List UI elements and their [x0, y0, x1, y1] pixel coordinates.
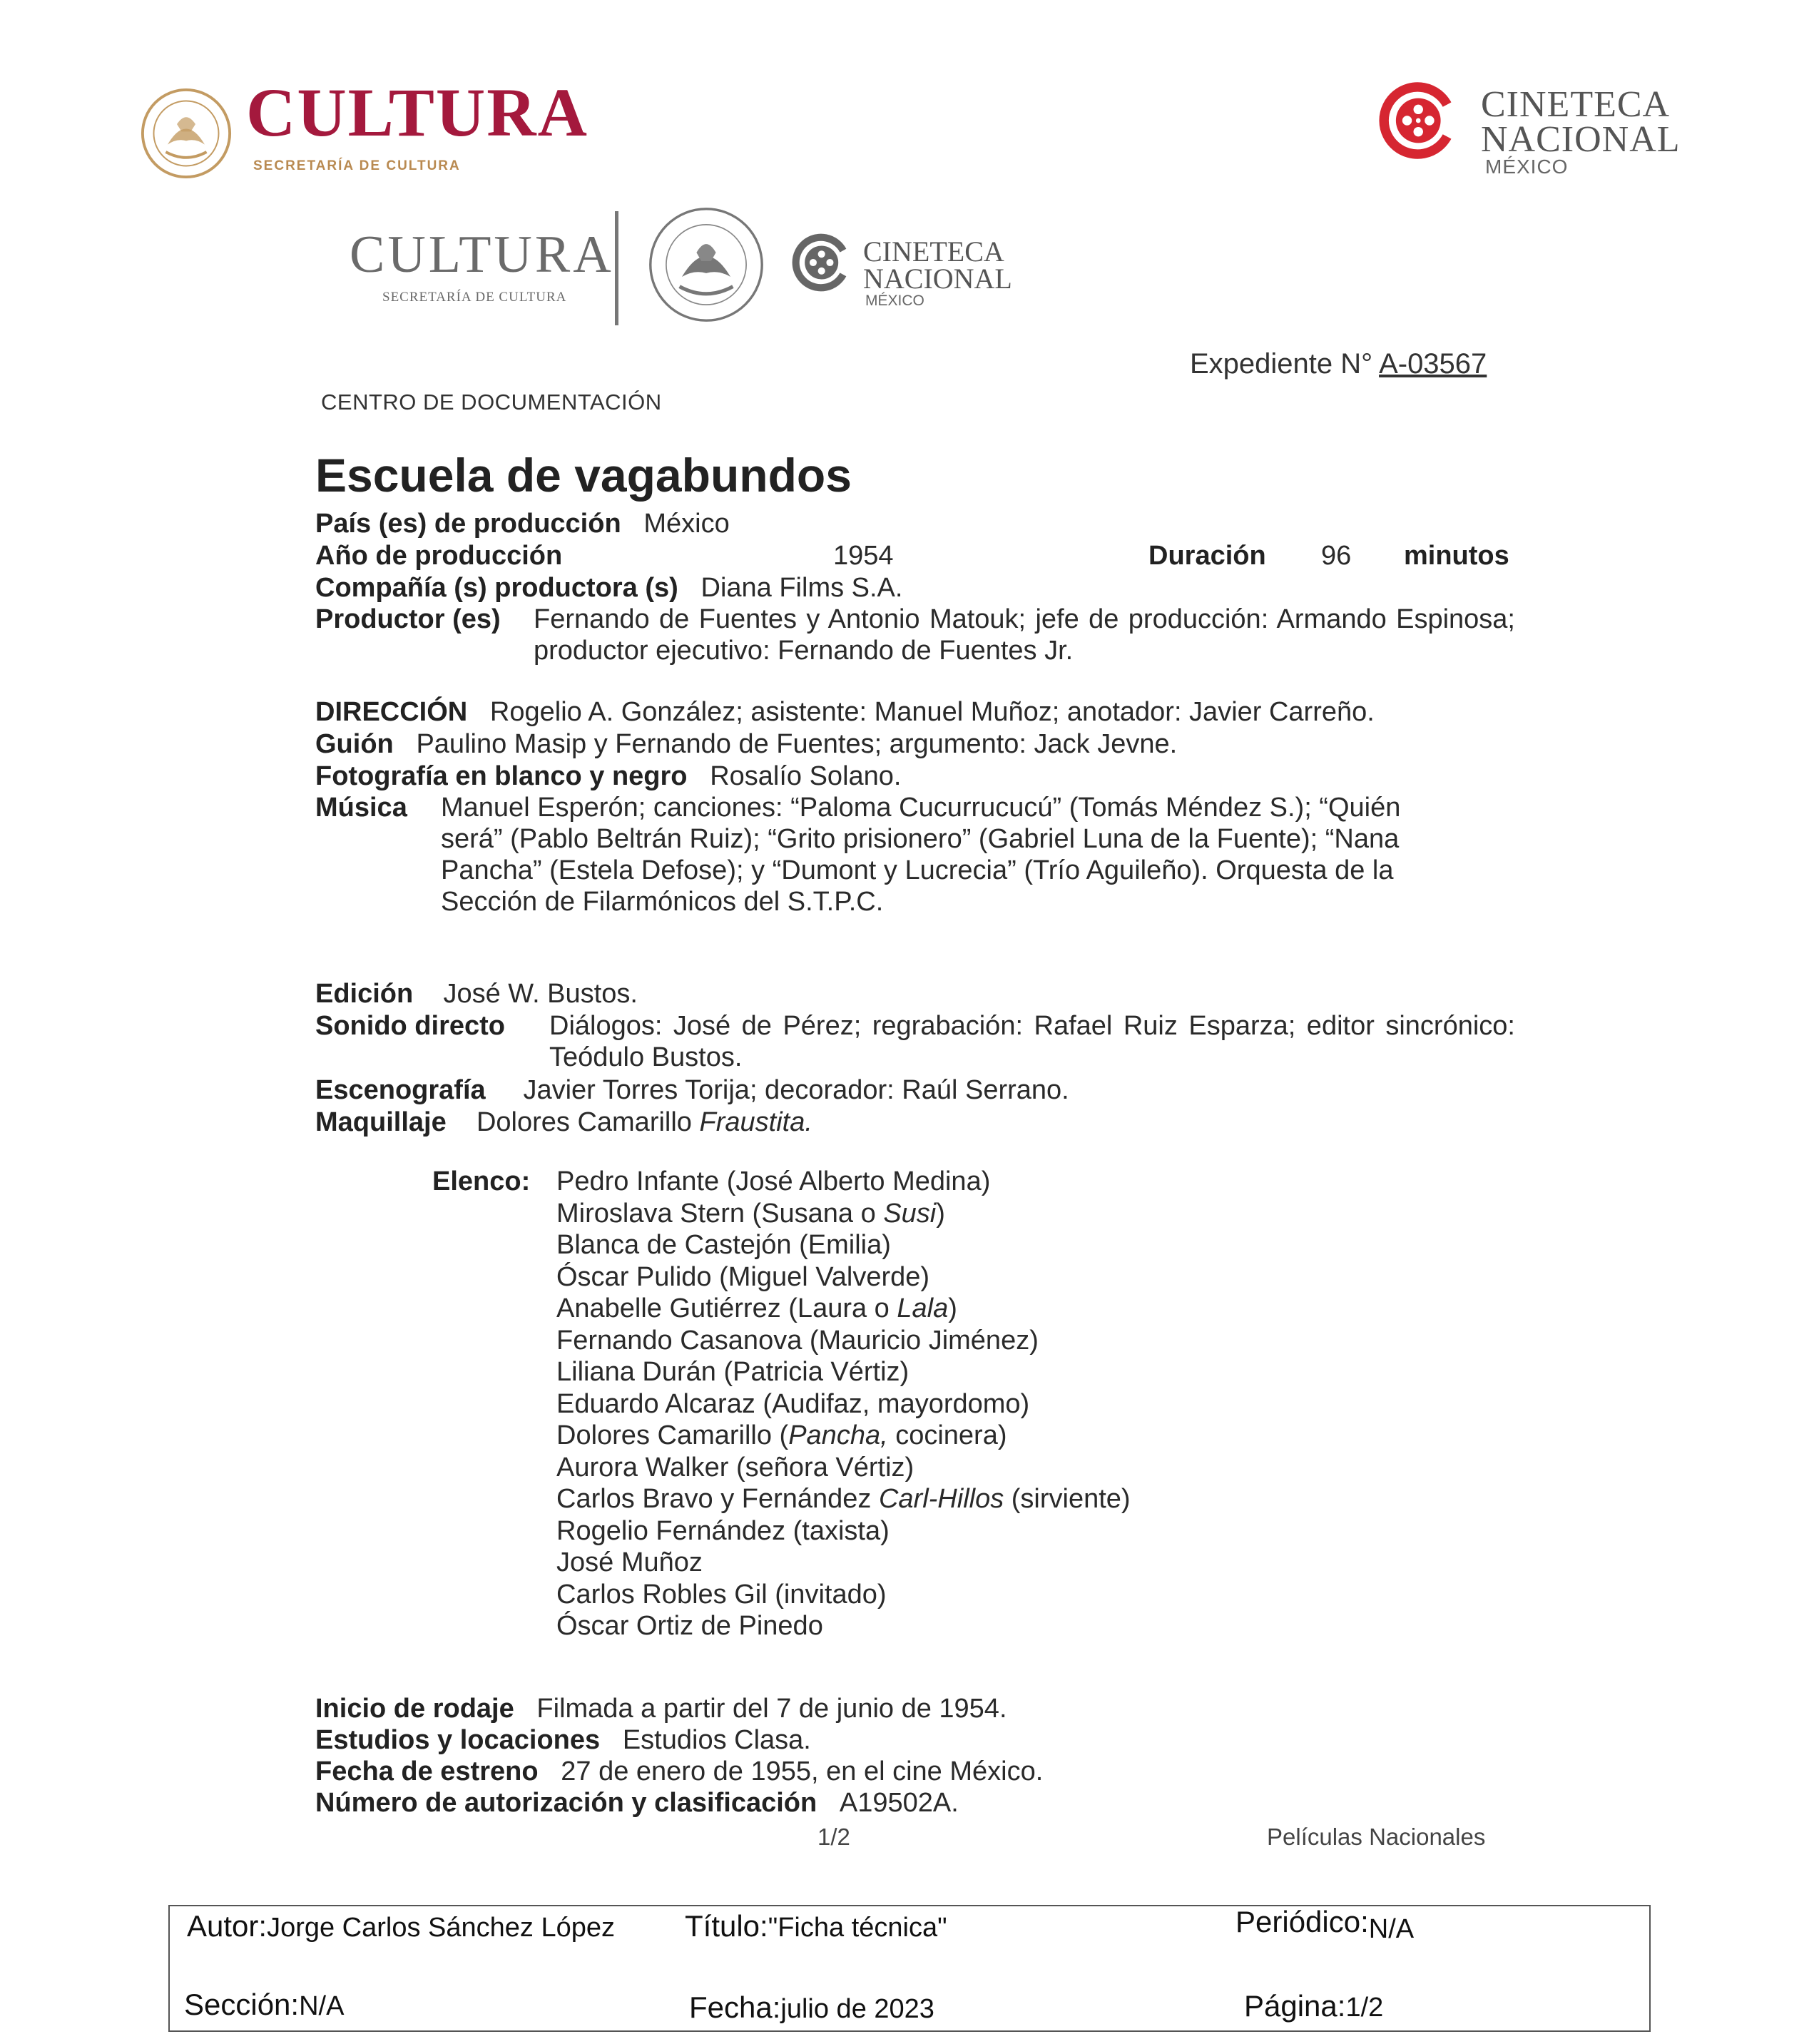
titulo-label: Título: — [685, 1909, 768, 1943]
autorizacion-row — [315, 1787, 959, 1819]
guion-row — [315, 728, 1177, 760]
duracion-value: 96 — [1321, 541, 1352, 571]
cast-item: Óscar Ortiz de Pinedo — [556, 1611, 823, 1641]
cast-item: Rogelio Fernández (taxista) — [556, 1515, 890, 1546]
anio-value: 1954 — [833, 541, 894, 571]
direccion-row — [315, 696, 1375, 728]
duracion-unit: minutos — [1404, 541, 1509, 571]
seccion-field — [184, 1988, 344, 2022]
maquillaje-value: Dolores Camarillo — [476, 1107, 700, 1137]
expediente-line — [1190, 348, 1487, 380]
compania-label: Compañía (s) productora (s) — [315, 573, 678, 603]
pagina-value: 1/2 — [1345, 1993, 1384, 2023]
pais-row — [315, 508, 730, 539]
cast-item: Óscar Pulido (Miguel Valverde) — [556, 1261, 930, 1292]
pagina-label: Página: — [1244, 1989, 1346, 2023]
titulo-value: "Ficha técnica" — [768, 1913, 947, 1943]
compania-value: Diana Films S.A. — [700, 573, 903, 603]
compania-row — [315, 572, 902, 604]
direccion-label: DIRECCIÓN — [315, 697, 468, 727]
pagina-field — [1244, 1989, 1383, 2023]
pais-label: País (es) de producción — [315, 509, 621, 539]
autor-field — [187, 1909, 615, 1943]
cast-item: Anabelle Gutiérrez (Laura o Lala) — [556, 1293, 957, 1323]
edicion-row — [315, 978, 638, 1010]
titulo-field — [685, 1909, 947, 1943]
document-cultura-logo: CULTURA — [350, 225, 614, 284]
film-reel-icon — [1377, 81, 1457, 161]
escenografia-row — [315, 1074, 1069, 1106]
cultura-logo-wordmark: CULTURA — [246, 74, 588, 151]
direccion-value: Rogelio A. González; asistente: Manuel Muñoz; anotador: Javier Carreño. — [489, 697, 1375, 727]
sonido-label: Sonido directo — [315, 1011, 505, 1041]
periodico-label: Periódico: — [1235, 1905, 1369, 1938]
periodico-field — [1235, 1905, 1415, 1944]
cast-item: José Muñoz — [556, 1547, 703, 1577]
document-cultura-subtitle: SECRETARÍA DE CULTURA — [382, 290, 567, 305]
fotografia-label: Fotografía en blanco y negro — [315, 761, 688, 791]
productor-label: Productor (es) — [315, 604, 501, 634]
musica-value: Manuel Esperón; canciones: “Paloma Cucurrucucú” (Tomás Méndez S.); “Quién será” (Pablo Beltrán Ruiz); “Grito prisionero” (Gabriel Luna de la Fuente); “Nana Pancha” (Estela Defose); y “Dumont y Lucrecia” (Trío Aguileño). Orquesta de la Sección de Filarmónicos del S.T.P.C. — [441, 793, 1401, 917]
film-title: Escuela de vagabundos — [315, 449, 852, 502]
cast-item: Fernando Casanova (Mauricio Jiménez) — [556, 1325, 1039, 1356]
cast-item: Dolores Camarillo (Pancha, cocinera) — [556, 1420, 1007, 1450]
estudios-value: Estudios Clasa. — [622, 1725, 811, 1755]
escenografia-value: Javier Torres Torija; decorador: Raúl Serrano. — [523, 1075, 1069, 1105]
cast-item: Aurora Walker (señora Vértiz) — [556, 1452, 914, 1483]
elenco-label: Elenco: — [432, 1166, 531, 1196]
inicio-label: Inicio de rodaje — [315, 1694, 514, 1724]
inicio-row — [315, 1693, 1007, 1724]
cineteca-logo-line1: CINETECA — [1481, 84, 1671, 125]
cineteca-logo-country: MÉXICO — [1485, 156, 1569, 178]
coat-of-arms-seal-icon — [140, 87, 233, 180]
periodico-value: N/A — [1368, 1914, 1415, 1944]
fecha-field — [689, 1990, 934, 2025]
cast-item: Pedro Infante (José Alberto Medina) — [556, 1166, 991, 1196]
document-cineteca-logo — [863, 235, 1012, 295]
seccion-label: Sección: — [184, 1988, 300, 2021]
autor-value: Jorge Carlos Sánchez López — [267, 1913, 616, 1943]
guion-label: Guión — [315, 729, 394, 759]
centro-documentacion: CENTRO DE DOCUMENTACIÓN — [321, 390, 662, 415]
expediente-number: A-03567 — [1379, 348, 1487, 380]
logo-divider — [615, 211, 618, 325]
autorizacion-label: Número de autorización y clasificación — [315, 1788, 817, 1818]
maquillaje-label: Maquillaje — [315, 1107, 447, 1137]
autor-label: Autor: — [187, 1909, 268, 1943]
cast-item: Carlos Bravo y Fernández Carl-Hillos (sirviente) — [556, 1484, 1131, 1514]
document-cineteca-line1: CINETECA — [863, 235, 1004, 268]
document-cineteca-country: MÉXICO — [865, 293, 924, 309]
cast-item: Liliana Durán (Patricia Vértiz) — [556, 1357, 910, 1387]
fecha-label: Fecha: — [689, 1990, 781, 2024]
autorizacion-value: A19502A. — [839, 1788, 959, 1818]
expediente-label: Expediente N° — [1190, 348, 1380, 380]
productor-value: Fernando de Fuentes y Antonio Matouk; jefe de producción: Armando Espinosa; productor ejecutivo: Fernando de Fuentes Jr. — [534, 604, 1515, 666]
estudios-label: Estudios y locaciones — [315, 1725, 601, 1755]
cineteca-logo-line2: NACIONAL — [1481, 119, 1681, 161]
fotografia-value: Rosalío Solano. — [710, 761, 902, 791]
estreno-row — [315, 1756, 1043, 1787]
escenografia-label: Escenografía — [315, 1075, 486, 1105]
document-cineteca-line2: NACIONAL — [863, 263, 1012, 295]
maquillaje-row — [315, 1107, 812, 1138]
anio-label: Año de producción — [315, 541, 563, 571]
fotografia-row — [315, 761, 901, 792]
document-film-reel-icon — [790, 233, 850, 293]
maquillaje-value-italic: Fraustita. — [699, 1107, 812, 1137]
musica-label: Música — [315, 793, 407, 823]
cast-item: Blanca de Castejón (Emilia) — [556, 1230, 891, 1260]
estreno-value: 27 de enero de 1955, en el cine México. — [561, 1756, 1044, 1786]
guion-value: Paulino Masip y Fernando de Fuentes; argumento: Jack Jevne. — [416, 729, 1178, 759]
cast-item: Miroslava Stern (Susana o Susi) — [556, 1198, 945, 1229]
duracion-label: Duración — [1148, 541, 1266, 571]
estudios-row — [315, 1724, 811, 1756]
cineteca-logo-wordmark — [1481, 84, 1681, 161]
collection-name: Películas Nacionales — [1267, 1824, 1486, 1850]
cast-item: Eduardo Alcaraz (Audifaz, mayordomo) — [556, 1388, 1030, 1419]
document-coat-of-arms-icon — [642, 204, 770, 325]
fecha-value: julio de 2023 — [780, 1994, 934, 2024]
sonido-value: Diálogos: José de Pérez; regrabación: Rafael Ruiz Esparza; editor sincrónico: Teódulo Bustos. — [549, 1011, 1515, 1072]
cast-item: Carlos Robles Gil (invitado) — [556, 1579, 887, 1610]
estreno-label: Fecha de estreno — [315, 1756, 539, 1786]
document-page-number: 1/2 — [817, 1824, 850, 1850]
seccion-value: N/A — [299, 1991, 345, 2021]
edicion-label: Edición — [315, 979, 414, 1009]
pais-value: México — [643, 509, 730, 539]
inicio-value: Filmada a partir del 7 de junio de 1954. — [536, 1694, 1007, 1724]
cultura-logo-subtitle: SECRETARÍA DE CULTURA — [253, 158, 461, 173]
edicion-value: José W. Bustos. — [443, 979, 638, 1009]
